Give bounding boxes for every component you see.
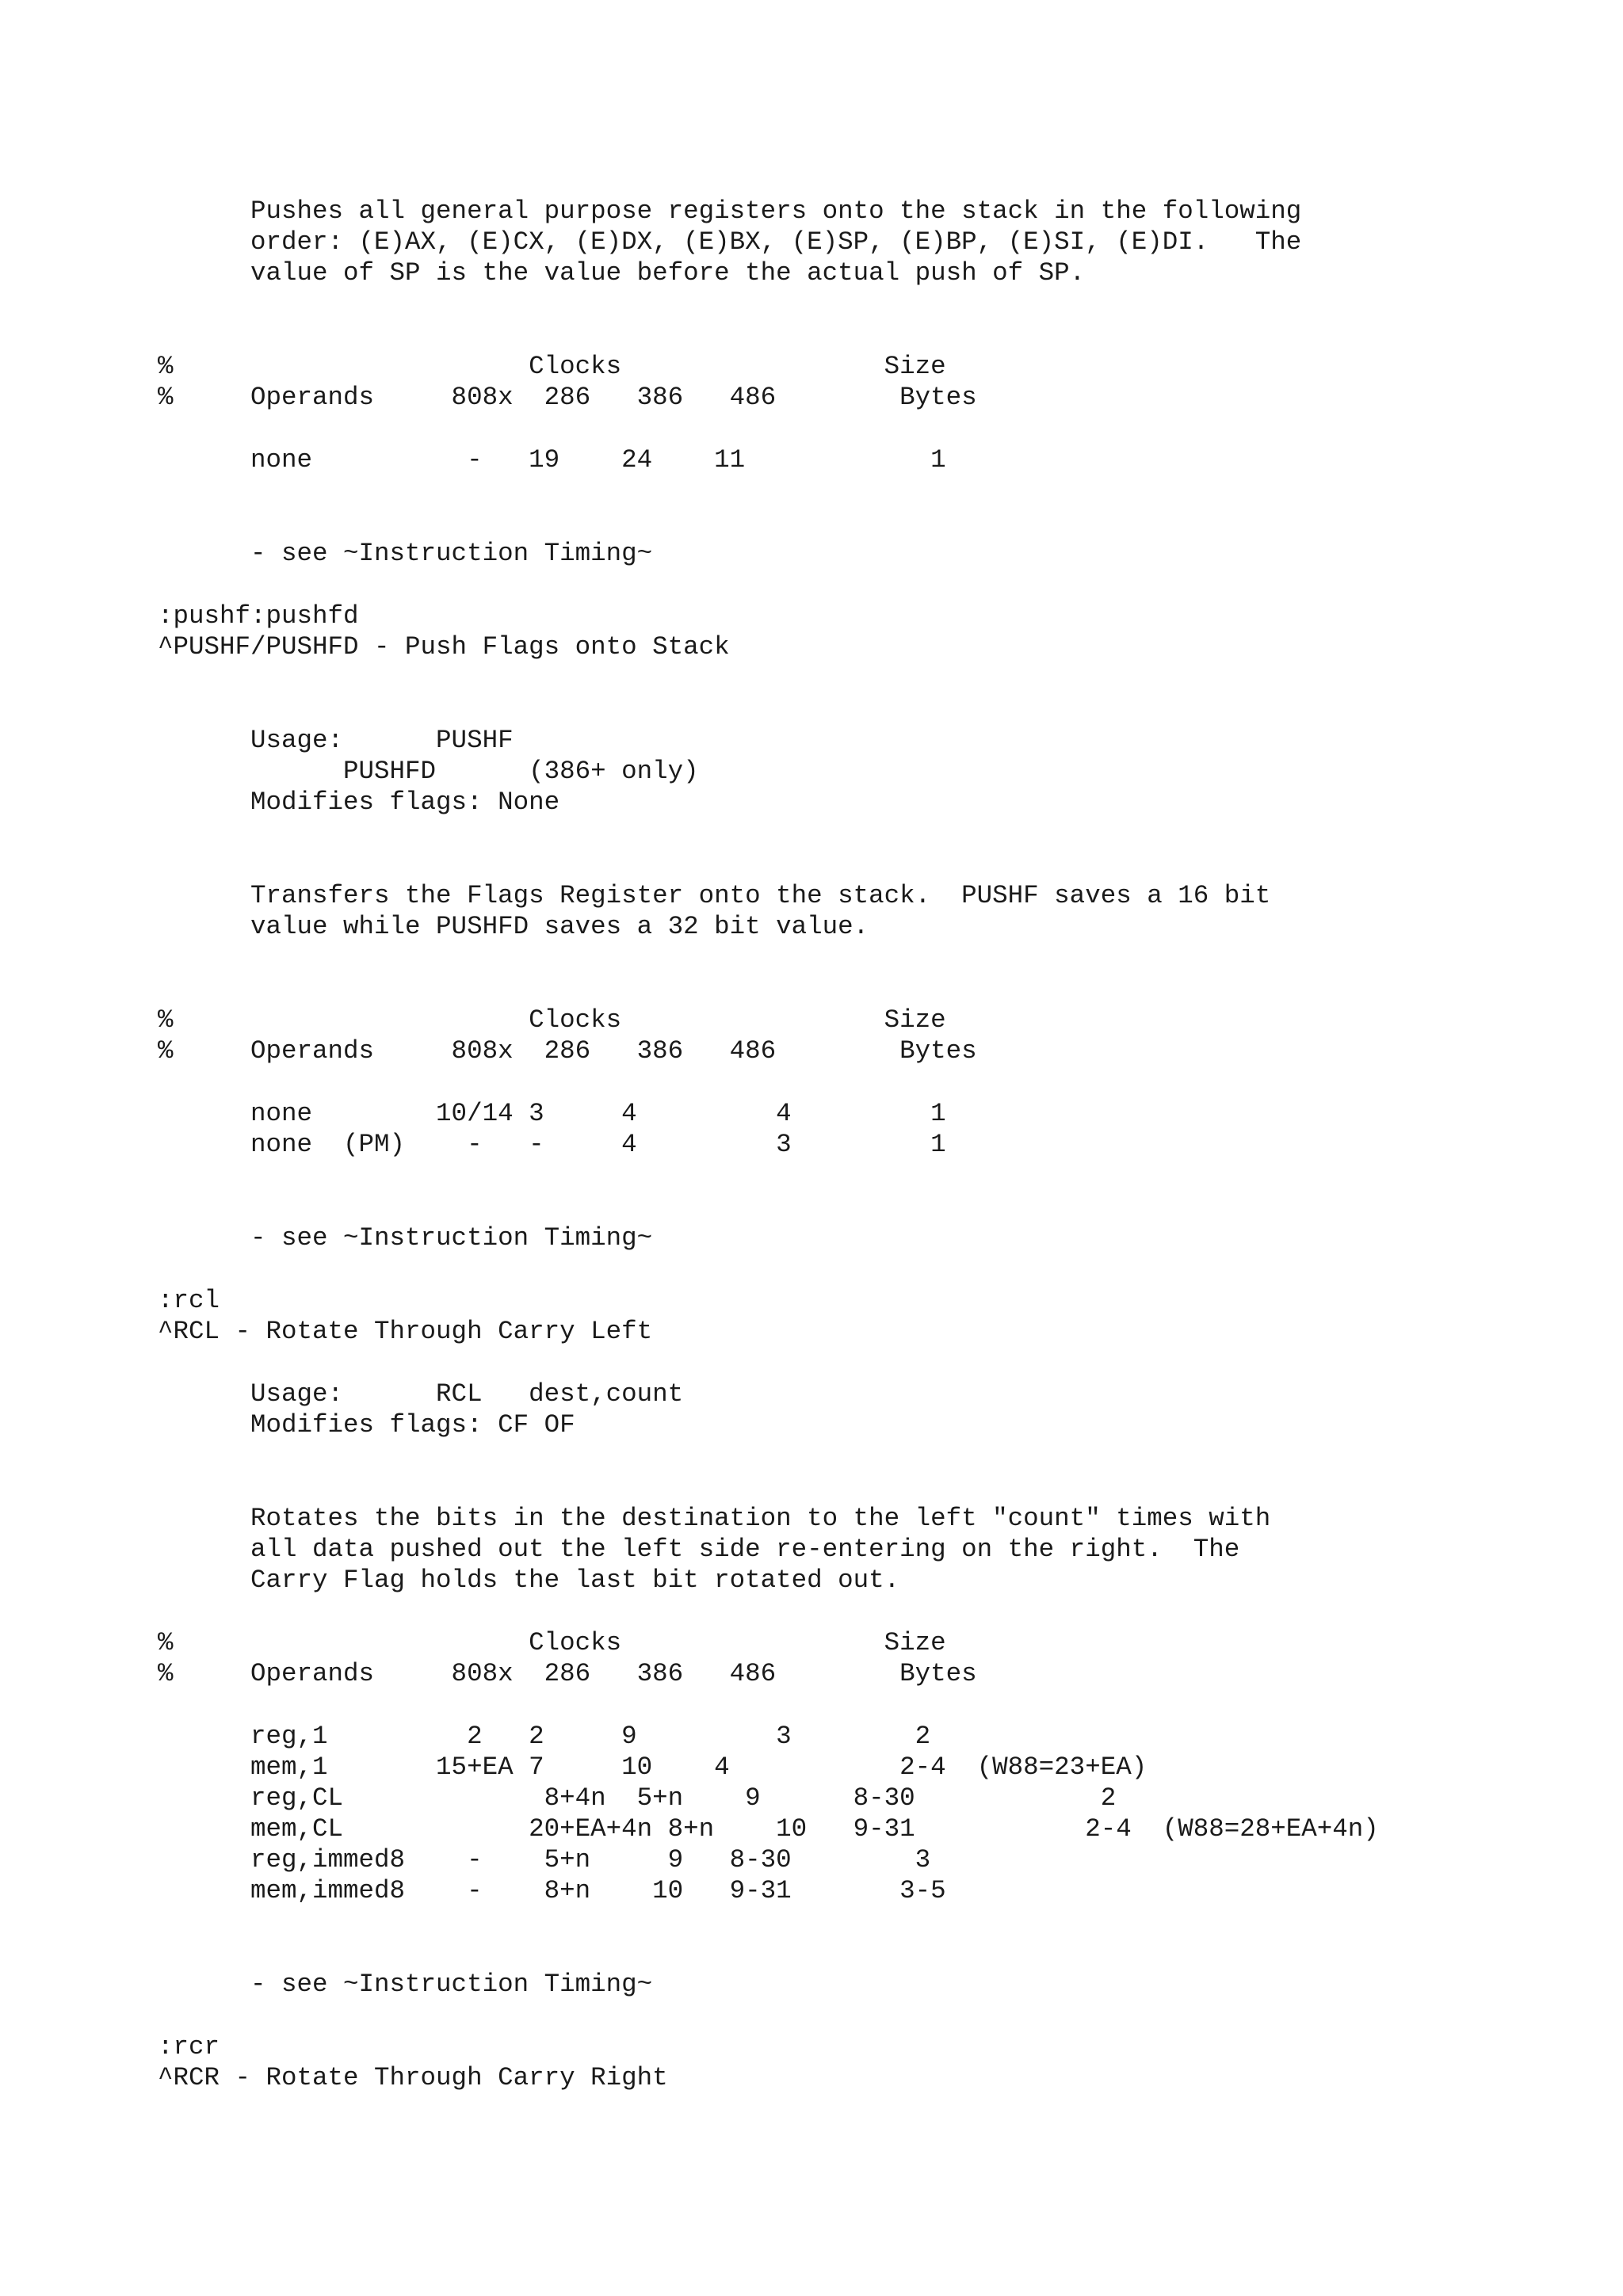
text-line: Pushes all general purpose registers onto the stack in the following — [158, 196, 1302, 226]
document-page — [158, 0, 1623, 2296]
text-line: value of SP is the value before the actual push of SP. — [158, 258, 1086, 288]
text-line: all data pushed out the left side re-entering on the right. The — [158, 1535, 1240, 1564]
table-header-row: % Operands 808x 286 386 486 Bytes — [158, 1036, 977, 1066]
usage-line: Usage: RCL dest,count — [158, 1379, 684, 1409]
text-line: Transfers the Flags Register onto the stack. PUSHF saves a 16 bit — [158, 881, 1271, 910]
table-row: none 10/14 3 4 4 1 — [158, 1099, 946, 1128]
text-line: Carry Flag holds the last bit rotated out. — [158, 1566, 900, 1595]
table-header-row: % Clocks Size — [158, 1005, 946, 1035]
table-header-row: % Clocks Size — [158, 1628, 946, 1657]
usage-line: PUSHFD (386+ only) — [158, 757, 699, 786]
usage-line: Usage: PUSHF — [158, 726, 514, 755]
section-heading: ^PUSHF/PUSHFD - Push Flags onto Stack — [158, 632, 730, 662]
table-header-row: % Operands 808x 286 386 486 Bytes — [158, 1659, 977, 1688]
table-row: none (PM) - - 4 3 1 — [158, 1130, 946, 1159]
table-row: mem,1 15+EA 7 10 4 2-4 (W88=23+EA) — [158, 1753, 1148, 1782]
section-tag: :pushf:pushfd — [158, 601, 359, 631]
section-tag: :rcl — [158, 1286, 220, 1315]
modifies-flags-line: Modifies flags: CF OF — [158, 1410, 575, 1440]
table-row: reg,1 2 2 9 3 2 — [158, 1722, 931, 1751]
cross-reference-line: - see ~Instruction Timing~ — [158, 1223, 653, 1253]
modifies-flags-line: Modifies flags: None — [158, 788, 560, 817]
table-row: mem,immed8 - 8+n 10 9-31 3-5 — [158, 1876, 946, 1905]
table-row: reg,CL 8+4n 5+n 9 8-30 2 — [158, 1783, 1117, 1813]
cross-reference-line: - see ~Instruction Timing~ — [158, 539, 653, 568]
text-line: value while PUSHFD saves a 32 bit value. — [158, 912, 869, 941]
section-tag: :rcr — [158, 2032, 220, 2061]
table-row: reg,immed8 - 5+n 9 8-30 3 — [158, 1845, 931, 1875]
text-line: order: (E)AX, (E)CX, (E)DX, (E)BX, (E)SP, (E)BP, (E)SI, (E)DI. The — [158, 227, 1302, 257]
table-row: none - 19 24 11 1 — [158, 445, 946, 475]
section-heading: ^RCR - Rotate Through Carry Right — [158, 2063, 668, 2092]
table-header-row: % Operands 808x 286 386 486 Bytes — [158, 383, 977, 412]
table-row: mem,CL 20+EA+4n 8+n 10 9-31 2-4 (W88=28+EA+4n) — [158, 1814, 1379, 1844]
section-heading: ^RCL - Rotate Through Carry Left — [158, 1317, 653, 1346]
cross-reference-line: - see ~Instruction Timing~ — [158, 1970, 653, 1999]
text-line: Rotates the bits in the destination to the left "count" times with — [158, 1504, 1271, 1533]
table-header-row: % Clocks Size — [158, 352, 946, 381]
